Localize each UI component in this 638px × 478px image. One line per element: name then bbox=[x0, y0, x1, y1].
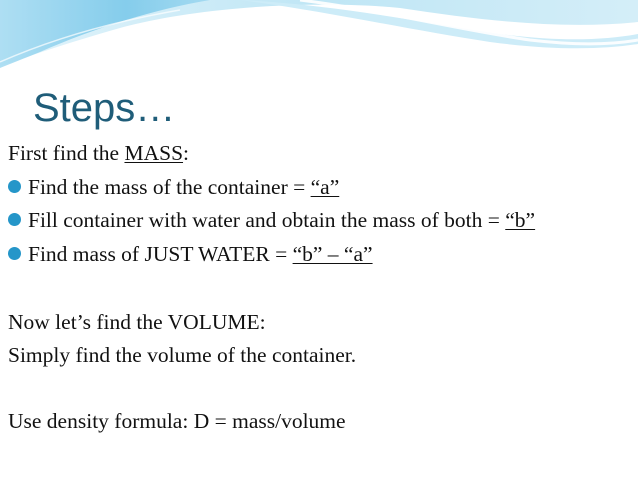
bullet-text: Fill container with water and obtain the mass of both = bbox=[28, 208, 506, 232]
slide-title: Steps… bbox=[33, 86, 176, 130]
mass-intro-prefix: First find the bbox=[8, 141, 125, 165]
bullet-value: “a” bbox=[310, 175, 340, 199]
mass-intro-suffix: : bbox=[183, 141, 190, 165]
bullet-value: “b” – “a” bbox=[292, 242, 373, 266]
bullet-text: Find the mass of the container = bbox=[28, 175, 311, 199]
bullet-text: Find mass of JUST WATER = bbox=[28, 242, 293, 266]
bullet-value: “b” bbox=[505, 208, 536, 232]
bullet-item-mass-of-both bbox=[8, 207, 535, 233]
bullet-item-container-mass bbox=[8, 174, 339, 200]
volume-instruction: Simply find the volume of the container. bbox=[8, 343, 357, 367]
bullet-item-just-water bbox=[8, 241, 373, 267]
mass-intro-term: MASS bbox=[124, 141, 184, 165]
bullet-dot-icon bbox=[8, 180, 21, 193]
header-wave-decoration bbox=[0, 0, 638, 80]
density-formula: Use density formula: D = mass/volume bbox=[8, 409, 346, 433]
bullet-dot-icon bbox=[8, 213, 21, 226]
bullet-dot-icon bbox=[8, 247, 21, 260]
volume-heading: Now let’s find the VOLUME: bbox=[8, 310, 266, 334]
mass-intro-line bbox=[8, 140, 189, 166]
